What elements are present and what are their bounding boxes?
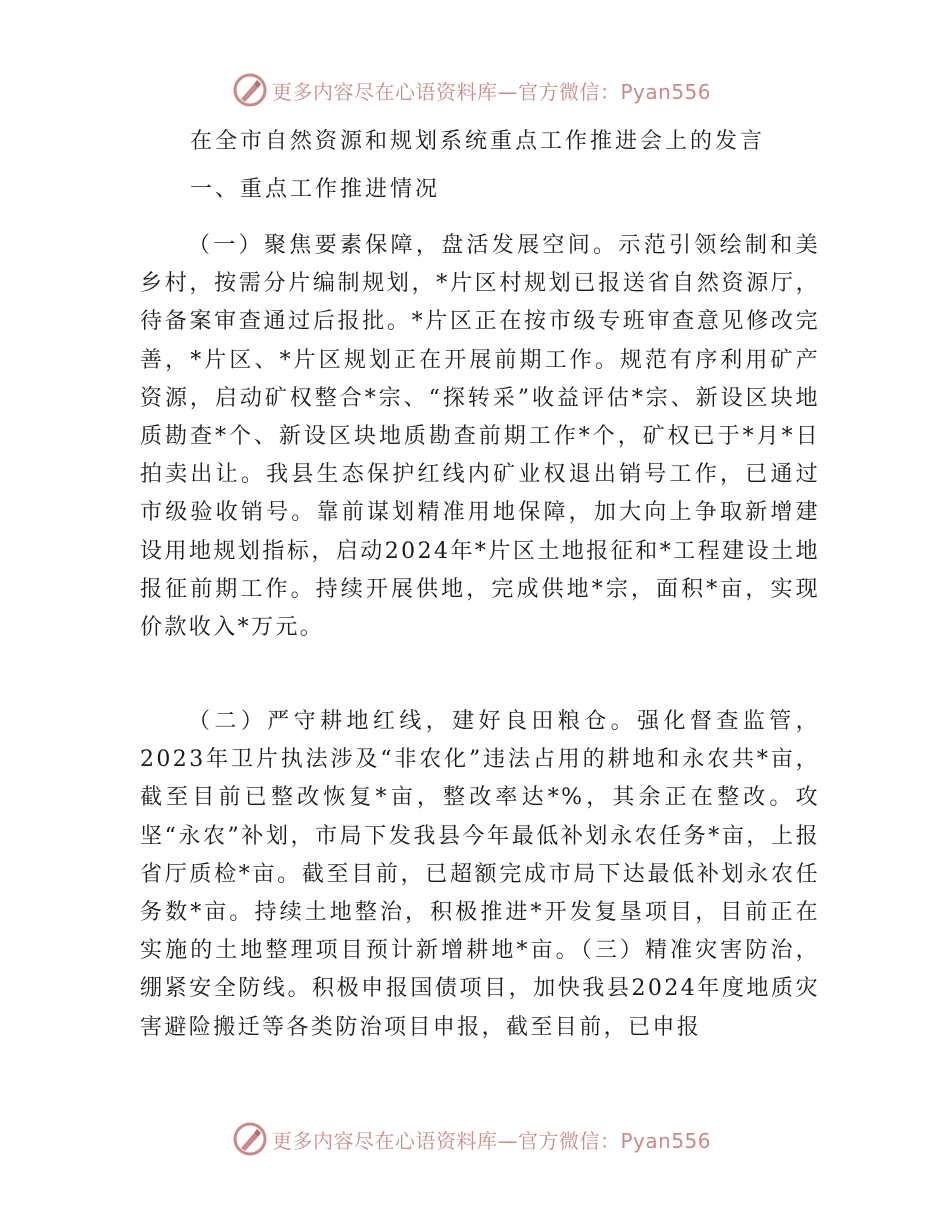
document-title: 在全市自然资源和规划系统重点工作推进会上的发言 [190, 129, 766, 154]
paragraph-1: （一）聚焦要素保障，盘活发展空间。示范引领绘制和美乡村，按需分片编制规划，*片区村规划已报送省自然资源厅，待备案审查通过后报批。*片区正在按市级专班审查意见修改完善，*片区、*片区规划正在开展前期工作。规范有序利用矿产资源，启动矿权整合*宗、“探转采”收益评估*宗、新设区块地质勘查*个、新设区块地质勘查前期工作*个，矿权已于*月*日拍卖出让。我县生态保护红线内矿业权退出销号工作，已通过市级验收销号。靠前谋划精准用地保障，加大向上争取新增建设用地规划指标，启动2024年*片区土地报征和*工程建设土地报征前期工作。持续开展供地，完成供地*宗，面积*亩，实现价款收入*万元。 [140, 233, 820, 641]
pen-logo-icon [232, 72, 268, 108]
pen-logo-icon [232, 1121, 268, 1157]
paragraph-2: （二）严守耕地红线，建好良田粮仓。强化督查监管，2023年卫片执法涉及“非农化”违法占用的耕地和永农共*亩，截至目前已整改恢复*亩，整改率达*%，其余正在整改。攻坚“永农”补划，市局下发我县今年最低补划永农任务*亩，上报省厅质检*亩。截至目前，已超额完成市局下达最低补划永农任务数*亩。持续土地整治，积极推进*开发复垦项目，目前正在实施的土地整理项目预计新增耕地*亩。（三）精准灾害防治，绷紧安全防线。积极申报国债项目，加快我县2024年度地质灾害避险搬迁等各类防治项目申报，截至目前，已申报 [140, 709, 820, 1040]
watermark-text: 更多内容尽在心语资料库—官方微信：Pyan556 [272, 1128, 712, 1153]
watermark-banner-top [232, 70, 711, 110]
watermark-banner-bottom [232, 1119, 711, 1159]
section-heading: 一、重点工作推进情况 [190, 177, 441, 202]
watermark-text: 更多内容尽在心语资料库—官方微信：Pyan556 [272, 79, 712, 104]
